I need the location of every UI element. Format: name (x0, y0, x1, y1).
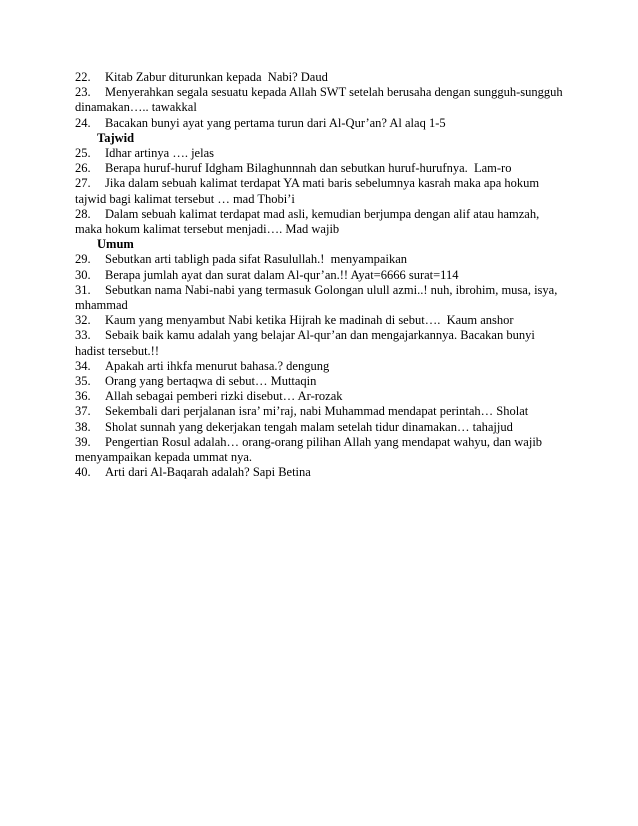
question-text: Pengertian Rosul adalah… orang-orang pilihan Allah yang mendapat wahyu, dan wajib (105, 434, 543, 449)
section-heading: Tajwid (97, 130, 135, 145)
question-number: 37. (75, 404, 91, 419)
question-text: Dalam sebuah kalimat terdapat mad asli, kemudian berjumpa dengan alif atau hamzah, (105, 206, 540, 221)
question-number: 30. (75, 267, 91, 282)
question-item (75, 389, 568, 404)
question-item (75, 146, 568, 161)
question-text: hadist tersebut.!! (75, 343, 160, 358)
question-item (75, 176, 568, 206)
question-item (75, 207, 568, 237)
question-number: 34. (75, 358, 91, 373)
question-number: 22. (75, 70, 91, 84)
question-item (75, 268, 568, 283)
question-text: Sholat sunnah yang dekerjakan tengah malam setelah tidur dinamakan… tahajjud (105, 419, 513, 434)
question-item (75, 283, 568, 313)
question-number: 24. (75, 115, 91, 130)
question-number: 38. (75, 419, 91, 434)
question-text: Sekembali dari perjalanan isra’ mi’raj, nabi Muhammad mendapat perintah… Sholat (105, 404, 529, 419)
question-text: Jika dalam sebuah kalimat terdapat YA mati baris sebelumnya kasrah maka apa hokum (105, 176, 540, 191)
question-list (75, 70, 568, 480)
question-line-first (75, 404, 568, 419)
question-line-first (75, 116, 568, 131)
question-item (75, 328, 568, 358)
question-number: 23. (75, 85, 91, 100)
question-line-first (75, 465, 568, 480)
question-number: 31. (75, 282, 91, 297)
question-number: 25. (75, 146, 91, 161)
question-line-continuation (75, 298, 568, 313)
question-line-first (75, 420, 568, 435)
question-number: 33. (75, 328, 91, 343)
question-line-continuation (75, 222, 568, 237)
question-item (75, 85, 568, 115)
question-text: Orang yang bertaqwa di sebut… Muttaqin (105, 374, 317, 389)
question-line-first (75, 389, 568, 404)
question-text: Sebaik baik kamu adalah yang belajar Al-qur’an dan mengajarkannya. Bacakan bunyi (105, 328, 535, 343)
question-text: Apakah arti ihkfa menurut bahasa.? dengung (105, 358, 330, 373)
question-item (75, 374, 568, 389)
question-line-first (75, 252, 568, 267)
question-number: 36. (75, 389, 91, 404)
question-item (75, 161, 568, 176)
question-item (75, 116, 568, 131)
question-line-first (75, 374, 568, 389)
question-line-first (75, 268, 568, 283)
question-text: Berapa huruf-huruf Idgham Bilaghunnnah dan sebutkan huruf-hurufnya. Lam-ro (105, 161, 512, 176)
question-text: Idhar artinya …. jelas (105, 146, 214, 161)
question-text: dinamakan….. tawakkal (75, 100, 197, 115)
question-line-first (75, 328, 568, 343)
question-item (75, 70, 568, 85)
question-line-first (75, 283, 568, 298)
question-line-first (75, 70, 568, 85)
question-line-first (75, 435, 568, 450)
question-line-first (75, 313, 568, 328)
question-text: Bacakan bunyi ayat yang pertama turun dari Al-Qur’an? Al alaq 1-5 (105, 115, 446, 130)
question-line-first (75, 85, 568, 100)
question-line-continuation (75, 100, 568, 115)
question-text: Sebutkan nama Nabi-nabi yang termasuk Golongan ulull azmi..! nuh, ibrohim, musa, isya, (105, 282, 558, 297)
question-text: menyampaikan kepada ummat nya. (75, 450, 253, 465)
question-item (75, 435, 568, 465)
question-number: 27. (75, 176, 91, 191)
question-line-first (75, 359, 568, 374)
question-text: Arti dari Al-Baqarah adalah? Sapi Betina (105, 465, 311, 480)
question-item (75, 465, 568, 480)
question-text: Menyerahkan segala sesuatu kepada Allah SWT setelah berusaha dengan sungguh-sungguh (105, 85, 563, 100)
question-line-first (75, 207, 568, 222)
question-text: Sebutkan arti tabligh pada sifat Rasulullah.! menyampaikan (105, 252, 408, 267)
question-number: 32. (75, 313, 91, 328)
question-text: Allah sebagai pemberi rizki disebut… Ar-rozak (105, 389, 343, 404)
question-line-first (75, 176, 568, 191)
question-item (75, 252, 568, 267)
question-number: 29. (75, 252, 91, 267)
question-line-first (75, 161, 568, 176)
question-line-continuation (75, 450, 568, 465)
question-item (75, 359, 568, 374)
question-item (75, 404, 568, 419)
question-line-continuation (75, 344, 568, 359)
question-number: 35. (75, 374, 91, 389)
question-text: Berapa jumlah ayat dan surat dalam Al-qur’an.!! Ayat=6666 surat=114 (105, 267, 459, 282)
question-text: maka hokum kalimat tersebut menjadi…. Mad wajib (75, 222, 340, 237)
question-item (75, 313, 568, 328)
question-number: 39. (75, 434, 91, 449)
question-number: 26. (75, 161, 91, 176)
question-text: mhammad (75, 298, 128, 313)
question-number: 40. (75, 465, 91, 480)
question-line-continuation (75, 192, 568, 207)
question-line-first (75, 146, 568, 161)
question-item (75, 420, 568, 435)
section-heading: Umum (97, 237, 134, 252)
question-number: 28. (75, 206, 91, 221)
question-text: Kitab Zabur diturunkan kepada Nabi? Daud (105, 70, 328, 84)
question-text: tajwid bagi kalimat tersebut … mad Thobi’i (75, 191, 295, 206)
question-text: Kaum yang menyambut Nabi ketika Hijrah ke madinah di sebut…. Kaum anshor (105, 313, 514, 328)
